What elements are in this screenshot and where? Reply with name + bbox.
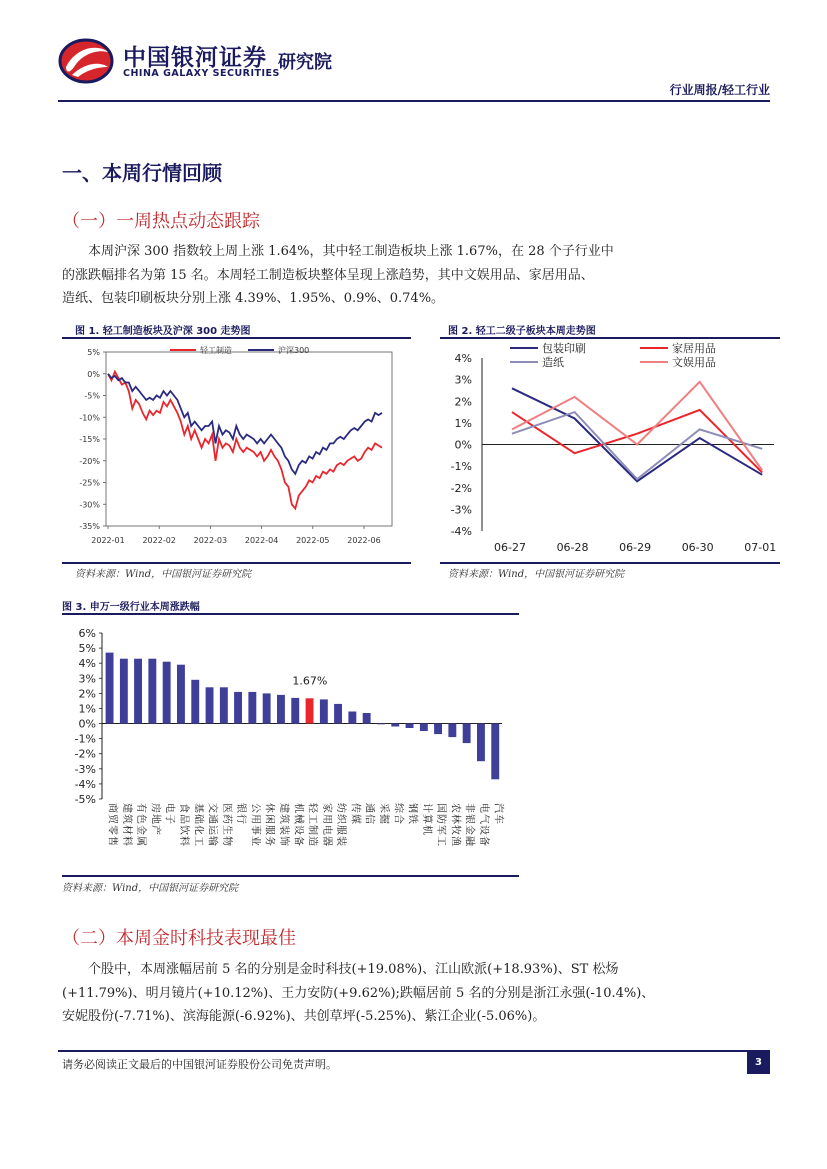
x-category-label-char: 子 <box>163 814 175 825</box>
x-category-label-char: 电 <box>320 824 332 835</box>
bar <box>177 665 185 724</box>
logo-chinese-name: 中国银河证券 <box>123 45 267 71</box>
x-category-label-char: 器 <box>320 835 332 846</box>
x-category-label-char: 械 <box>292 813 304 824</box>
x-category-label-char: 电 <box>163 803 175 814</box>
y-tick-label: 3% <box>78 672 96 686</box>
bar <box>191 680 199 724</box>
x-category-label-char: 媒 <box>349 814 361 825</box>
x-category-label-char: 饮 <box>178 825 189 835</box>
x-category-label-char: 防 <box>435 814 447 825</box>
x-category-label-char: 综 <box>392 802 404 813</box>
x-category-label-char: 药 <box>220 813 232 824</box>
header <box>0 0 827 105</box>
x-category-label-char: 掘 <box>378 814 389 824</box>
x-tick-label: 06-30 <box>681 541 714 554</box>
bar <box>291 698 299 724</box>
series-line-3 <box>512 382 762 471</box>
bar <box>248 692 256 724</box>
legend-label-2: 造纸 <box>542 356 564 369</box>
x-category-label-char: 农 <box>449 803 461 814</box>
y-tick-label: -3% <box>74 762 96 776</box>
x-category-label-char: 闲 <box>263 814 275 825</box>
x-category-label-char: 通 <box>206 813 218 824</box>
bar <box>391 724 399 727</box>
x-category-label-char: 制 <box>306 824 318 835</box>
y-tick-label: -3% <box>450 503 472 517</box>
y-tick-label: -1% <box>74 732 96 746</box>
bar-highlight <box>306 698 314 723</box>
x-category-label-char: 物 <box>220 835 232 846</box>
x-tick-label: 2022-02 <box>142 536 176 545</box>
x-category-label-char: 属 <box>135 836 147 847</box>
y-tick-label: 6% <box>78 627 96 640</box>
x-category-label-char: 电 <box>478 803 489 813</box>
x-category-label-char: 非 <box>463 803 475 814</box>
x-category-label-char: 装 <box>278 825 289 835</box>
legend-label-0: 包装印刷 <box>542 342 586 355</box>
x-category-label-char: 备 <box>478 836 489 846</box>
x-category-label-char: 国 <box>435 803 447 814</box>
y-tick-label: -4% <box>450 525 472 538</box>
figure-1-source: 资料来源：Wind，中国银河证券研究院 <box>75 569 252 580</box>
x-category-label-char: 售 <box>106 835 118 846</box>
x-category-label-char: 地 <box>149 814 161 825</box>
y-tick-label: 4% <box>78 657 96 671</box>
figure-3-bar-chart <box>62 616 520 874</box>
paragraph-1-line-2: 的涨跌幅排名为第 15 名。本周轻工制造板块整体呈现上涨趋势，其中文娱用品、家居用品、 <box>62 267 594 283</box>
y-tick-label: 0% <box>454 438 472 452</box>
x-category-label-char: 产 <box>149 825 161 836</box>
y-tick-label: 4% <box>454 352 472 365</box>
bar <box>463 724 471 744</box>
x-category-label-char: 休 <box>263 803 275 814</box>
x-category-label-char: 家 <box>320 802 332 813</box>
x-category-label-char: 食 <box>178 803 189 813</box>
series-line-0 <box>108 372 382 509</box>
footer-disclaimer: 请务必阅读正文最后的中国银河证券股份公司免责声明。 <box>62 1058 337 1071</box>
bar <box>206 687 214 723</box>
x-category-label-char: 林 <box>449 814 461 825</box>
paragraph-1 <box>62 240 762 311</box>
x-category-label-char: 轻 <box>306 802 318 813</box>
y-tick-label: -2% <box>74 747 96 761</box>
report-type: 行业周报/轻工行业 <box>669 83 770 97</box>
bar <box>163 662 171 724</box>
x-category-label-char: 渔 <box>449 836 461 847</box>
footer-rule <box>58 1050 770 1052</box>
paragraph-1-line-1: 本周沪深 300 指数较上周上涨 1.64%，其中轻工制造板块上涨 1.67%，在 28 个子行业中 <box>88 244 614 259</box>
x-category-label-char: 铁 <box>406 813 418 824</box>
y-tick-label: -15% <box>79 435 100 444</box>
figure-3-top-rule <box>62 613 519 615</box>
y-tick-label: -5% <box>74 793 96 806</box>
bar <box>234 692 242 724</box>
x-category-label-char: 设 <box>292 824 304 835</box>
section-title: 一、本周行情回顾 <box>62 161 222 185</box>
x-tick-label: 2022-05 <box>296 536 330 545</box>
y-tick-label: -4% <box>74 777 96 791</box>
x-category-label-char: 化 <box>192 824 204 835</box>
x-category-label-char: 机 <box>292 802 304 813</box>
bar-annotation: 1.67% <box>292 674 328 688</box>
x-category-label-char: 建 <box>120 802 132 813</box>
header-rule <box>58 100 770 102</box>
figure-2-top-rule <box>440 337 780 339</box>
x-category-label-char: 医 <box>220 802 232 813</box>
figure-2-caption: 图 2. 轻工二级子板块本周走势图 <box>448 326 596 337</box>
x-category-label-char: 零 <box>106 824 118 835</box>
y-tick-label: 1% <box>78 702 96 716</box>
x-category-label-char: 材 <box>120 824 132 835</box>
x-tick-label: 06-29 <box>619 541 652 554</box>
bar <box>491 724 499 780</box>
x-category-label-char: 公 <box>249 803 261 814</box>
x-category-label-char: 服 <box>263 825 275 836</box>
logo-english-name: CHINA GALAXY SECURITIES <box>123 68 280 79</box>
bar <box>348 712 356 724</box>
figure-3-bottom-rule <box>62 875 519 877</box>
x-category-label-char: 设 <box>478 825 489 835</box>
x-category-label-char: 钢 <box>406 802 418 813</box>
x-category-label-char: 汽 <box>492 802 504 813</box>
x-category-label-char: 金 <box>463 825 475 836</box>
x-category-label-char: 采 <box>378 803 389 813</box>
x-category-label-char: 运 <box>206 824 218 835</box>
paragraph-2-line-3: 安妮股份(-7.71%)、滨海能源(-6.92%)、共创草坪(-5.25%)、紫江企业(-5.06%)。 <box>62 1009 546 1024</box>
x-category-label-char: 气 <box>478 814 489 824</box>
x-category-label-char: 传 <box>349 803 361 814</box>
series-line-1 <box>108 374 382 474</box>
x-category-label-char: 料 <box>120 835 132 846</box>
x-category-label-char: 建 <box>278 803 289 813</box>
subsection-title-1: （一）一周热点动态跟踪 <box>62 211 260 232</box>
x-category-label-char: 行 <box>235 814 247 825</box>
bar <box>406 724 414 729</box>
x-tick-label: 2022-01 <box>91 536 125 545</box>
galaxy-logo-icon <box>58 37 114 85</box>
x-category-label-char: 筑 <box>120 813 132 824</box>
figure-1-line-chart <box>62 340 412 562</box>
y-tick-label: 1% <box>454 416 472 430</box>
bar <box>420 724 428 732</box>
x-category-label-char: 用 <box>320 813 332 824</box>
x-tick-label: 06-27 <box>494 541 526 554</box>
bar <box>377 724 385 725</box>
y-tick-label: 0% <box>87 369 100 379</box>
x-category-label-char: 军 <box>435 825 447 836</box>
x-category-label-char: 车 <box>492 813 504 824</box>
x-category-label-char: 品 <box>178 814 189 824</box>
x-category-label-char: 饰 <box>278 836 289 846</box>
figure-2-line-chart <box>440 340 780 562</box>
figure-1-caption: 图 1. 轻工制造板块及沪深 300 走势图 <box>75 326 251 337</box>
figure-3-caption: 图 3. 申万一级行业本周涨跌幅 <box>62 602 200 613</box>
y-tick-label: -25% <box>79 478 100 488</box>
bar <box>277 695 285 724</box>
x-category-label-char: 有 <box>135 803 147 814</box>
y-tick-label: 2% <box>78 687 96 701</box>
bar <box>334 704 342 724</box>
x-category-label-char: 筑 <box>278 814 289 824</box>
x-category-label-char: 交 <box>206 802 218 813</box>
x-category-label-char: 合 <box>392 813 404 824</box>
x-category-label-char: 工 <box>306 813 318 824</box>
x-category-label-char: 银 <box>235 803 247 814</box>
x-tick-label: 2022-06 <box>347 536 381 545</box>
x-category-label-char: 业 <box>249 836 261 847</box>
bar <box>363 713 371 724</box>
bar <box>320 699 328 723</box>
x-tick-label: 2022-03 <box>193 536 228 545</box>
y-tick-label: 3% <box>454 373 472 387</box>
figure-1-bottom-rule <box>62 562 411 564</box>
x-category-label-char: 房 <box>149 803 161 814</box>
x-tick-label: 07-01 <box>744 541 777 554</box>
legend-label-0: 轻工制造 <box>200 346 232 355</box>
plot-frame <box>106 352 392 526</box>
y-tick-label: 5% <box>78 642 96 656</box>
x-category-label-char: 输 <box>206 835 218 846</box>
paragraph-2-line-2: (+11.79%)、明月镜片(+10.12%)、王力安防(+9.62%);跌幅居前 5 名的分别是浙江永强(-10.4%)、 <box>62 985 655 1001</box>
institute-name: 研究院 <box>278 52 332 73</box>
bar <box>448 724 456 738</box>
bar <box>148 659 156 724</box>
x-category-label-char: 基 <box>192 802 204 813</box>
bar <box>477 724 485 762</box>
x-tick-label: 2022-04 <box>244 536 279 545</box>
x-category-label-char: 工 <box>435 836 447 847</box>
x-category-label-char: 信 <box>363 814 375 825</box>
y-tick-label: 0% <box>78 717 96 731</box>
legend-label-1: 沪深300 <box>278 346 310 355</box>
x-category-label-char: 用 <box>249 814 261 825</box>
x-category-label-char: 商 <box>106 802 118 813</box>
y-tick-label: 5% <box>87 348 100 357</box>
x-category-label-char: 算 <box>420 813 432 824</box>
x-category-label-char: 融 <box>463 836 475 847</box>
x-category-label-char: 银 <box>463 814 475 825</box>
x-category-label-char: 装 <box>335 836 347 847</box>
x-category-label-char: 贸 <box>106 813 118 824</box>
x-category-label-char: 织 <box>335 814 347 825</box>
x-category-label-char: 色 <box>135 814 147 825</box>
y-tick-label: -2% <box>450 481 472 495</box>
bar <box>263 693 271 723</box>
x-category-label-char: 事 <box>249 825 261 836</box>
bar <box>106 653 114 724</box>
x-category-label-char: 务 <box>263 836 275 847</box>
bar <box>134 659 142 724</box>
y-tick-label: -1% <box>450 460 472 474</box>
y-tick-label: -35% <box>79 522 100 531</box>
x-category-label-char: 础 <box>192 813 204 824</box>
x-category-label-char: 牧 <box>449 825 461 836</box>
page-number: 3 <box>747 1052 770 1074</box>
x-category-label-char: 纺 <box>335 803 347 814</box>
paragraph-2 <box>62 958 772 1029</box>
figure-2-bottom-rule <box>440 562 780 564</box>
legend-label-1: 家居用品 <box>672 342 716 355</box>
y-tick-label: -30% <box>79 500 100 510</box>
figure-3-source: 资料来源：Wind，中国银河证券研究院 <box>62 883 239 894</box>
x-category-label-char: 工 <box>192 835 204 846</box>
x-category-label-char: 造 <box>306 835 318 846</box>
paragraph-2-line-1: 个股中，本周涨幅居前 5 名的分别是金时科技(+19.08%)、江山欧派(+18.93%)、ST 松炀 <box>88 962 619 977</box>
y-tick-label: -10% <box>79 413 100 423</box>
series-line-1 <box>512 410 762 473</box>
x-category-label-char: 通 <box>363 803 375 814</box>
figure-2-source: 资料来源：Wind，中国银河证券研究院 <box>448 569 625 580</box>
x-category-label-char: 计 <box>420 802 432 813</box>
bar <box>220 687 228 723</box>
x-category-label-char: 备 <box>292 835 304 846</box>
paragraph-1-line-3: 造纸、包装印刷板块分别上涨 4.39%、1.95%、0.9%、0.74%。 <box>62 291 445 306</box>
x-category-label-char: 生 <box>220 824 232 835</box>
x-category-label-char: 服 <box>335 825 347 836</box>
x-category-label-char: 金 <box>135 825 147 836</box>
y-tick-label: 2% <box>454 395 472 409</box>
x-tick-label: 06-28 <box>556 541 589 554</box>
x-category-label-char: 机 <box>420 824 432 835</box>
bar <box>120 659 128 724</box>
y-tick-label: -20% <box>79 456 100 466</box>
y-tick-label: -5% <box>84 391 100 401</box>
x-category-label-char: 料 <box>178 836 189 846</box>
bar <box>434 724 442 735</box>
subsection-title-2: （二）本周金时科技表现最佳 <box>62 928 296 949</box>
legend-label-3: 文娱用品 <box>672 356 716 369</box>
figure-1-top-rule <box>62 337 411 339</box>
